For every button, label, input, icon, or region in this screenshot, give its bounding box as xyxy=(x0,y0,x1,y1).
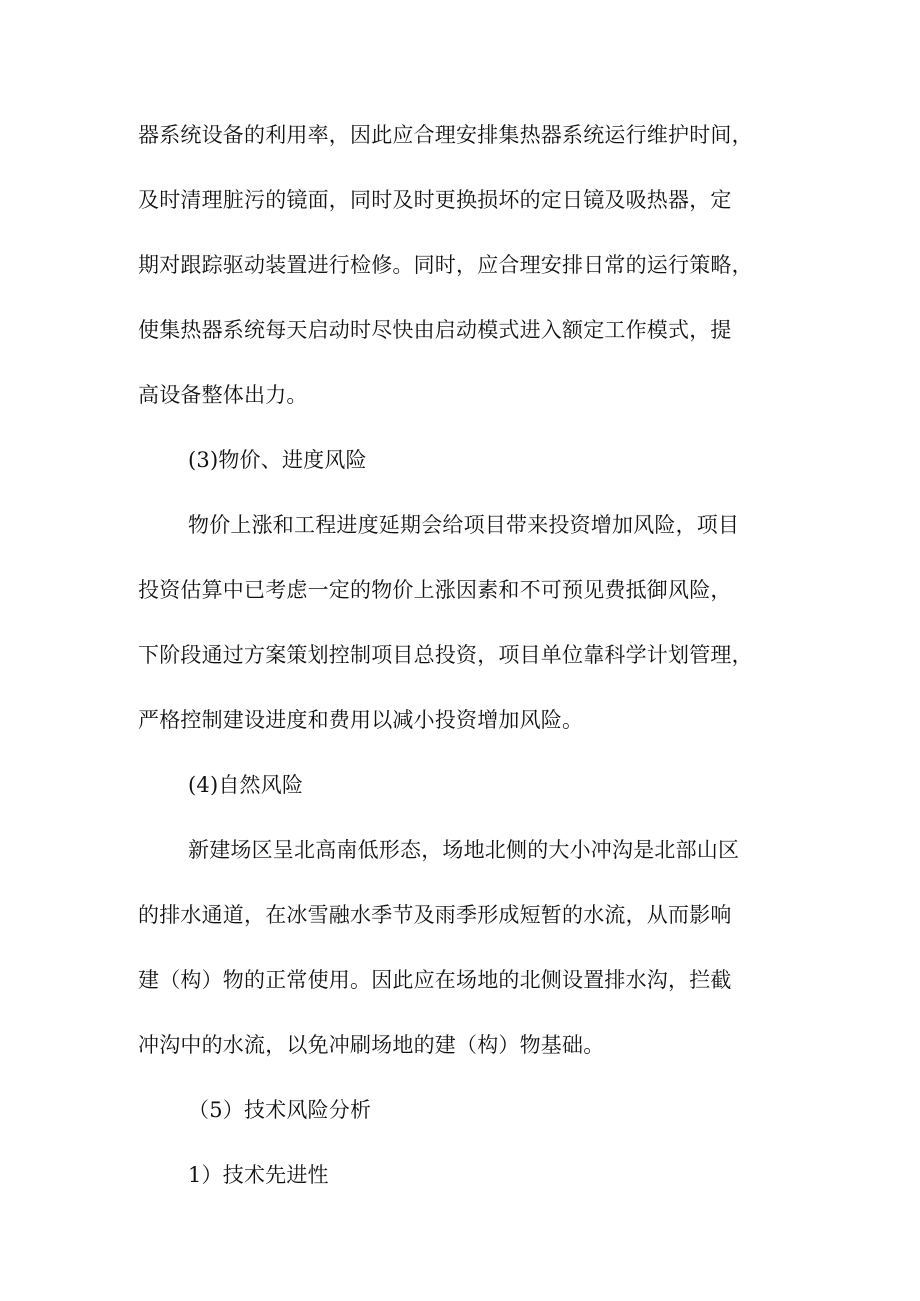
section-heading-4: (4)自然风险 xyxy=(188,773,304,797)
paragraph-line: 冲沟中的水流，以免冲刷场地的建（构）物基础。 xyxy=(138,1033,605,1057)
paragraph-line: 使集热器系统每天启动时尽快由启动模式进入额定工作模式，提 xyxy=(138,318,732,342)
paragraph-line: 期对跟踪驱动装置进行检修。同时，应合理安排日常的运行策略， xyxy=(138,253,753,277)
paragraph-line: 物价上涨和工程进度延期会给项目带来投资增加风险，项目 xyxy=(188,513,740,537)
paragraph-line: 及时清理脏污的镜面，同时及时更换损坏的定日镜及吸热器，定 xyxy=(138,188,732,212)
paragraph-line: 的排水通道，在冰雪融水季节及雨季形成短暂的水流，从而影响 xyxy=(138,903,732,927)
paragraph-line: 建（构）物的正常使用。因此应在场地的北侧设置排水沟，拦截 xyxy=(138,968,732,992)
paragraph-line: 严格控制建设进度和费用以减小投资增加风险。 xyxy=(138,708,584,732)
paragraph-line: 新建场区呈北高南低形态，场地北侧的大小冲沟是北部山区 xyxy=(188,838,740,862)
paragraph-line: 高设备整体出力。 xyxy=(138,383,308,407)
subheading: 1）技术先进性 xyxy=(188,1163,329,1187)
section-heading-3: (3)物价、进度风险 xyxy=(188,448,367,472)
paragraph-line: 器系统设备的利用率，因此应合理安排集热器系统运行维护时间， xyxy=(138,123,753,147)
paragraph-line: 投资估算中已考虑一定的物价上涨因素和不可预见费抵御风险， xyxy=(138,578,732,602)
section-heading-5: （5）技术风险分析 xyxy=(188,1098,372,1122)
paragraph-line: 下阶段通过方案策划控制项目总投资，项目单位靠科学计划管理， xyxy=(138,643,753,667)
